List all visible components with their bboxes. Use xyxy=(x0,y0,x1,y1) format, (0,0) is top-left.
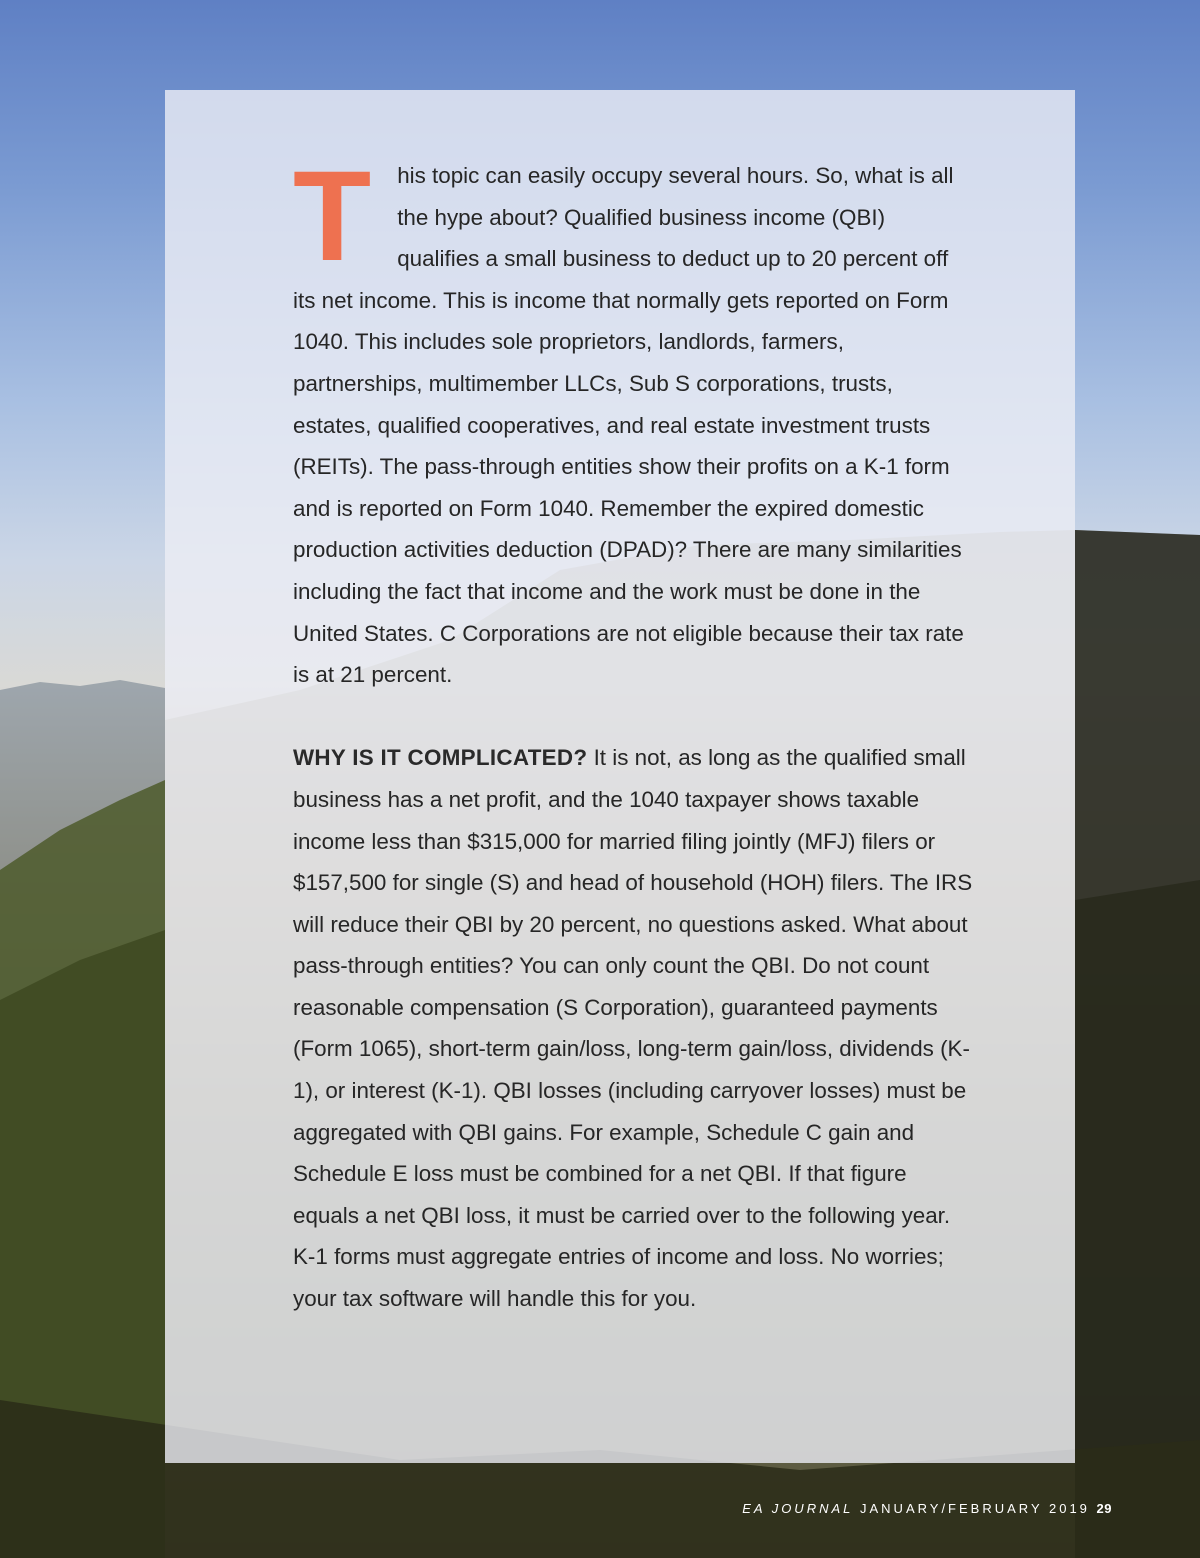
intro-paragraph-text: his topic can easily occupy several hours. So, what is all the hype about? Qualified business income (QBI) qualifies a small business to deduct up to 20 percent off its net income. This is income that normally gets reported on Form 1040. This includes sole proprietors, landlords, farmers, partnerships, multimember LLCs, Sub S corporations, trusts, estates, qualified cooperatives, and real estate investment trusts (REITs). The pass-through entities show their profits on a K-1 form and is reported on Form 1040. Remember the expired domestic production activities deduction (DPAD)? There are many similarities including the fact that income and the work must be done in the United States. C Corporations are not eligible because their tax rate is at 21 percent. xyxy=(293,163,964,688)
issue-date: JANUARY/FEBRUARY 2019 xyxy=(860,1501,1090,1516)
intro-paragraph xyxy=(293,145,973,696)
article-body xyxy=(293,145,973,1320)
journal-name: EA JOURNAL xyxy=(742,1501,854,1516)
complication-paragraph xyxy=(293,737,973,1319)
complication-paragraph-text: It is not, as long as the qualified small business has a net profit, and the 1040 taxpayer shows taxable income less than $315,000 for married filing jointly (MFJ) filers or $157,500 for single (S) and head of household (HOH) filers. The IRS will reduce their QBI by 20 percent, no questions asked. What about pass-through entities? You can only count the QBI. Do not count reasonable compensation (S Corporation), guaranteed payments (Form 1065), short-term gain/loss, long-term gain/loss, dividends (K-1), or interest (K-1). QBI losses (including carryover losses) must be aggregated with QBI gains. For example, Schedule C gain and Schedule E loss must be combined for a net QBI. If that figure equals a net QBI loss, it must be carried over to the following year. K-1 forms must aggregate entries of income and loss. No worries; your tax software will handle this for you. xyxy=(293,745,973,1312)
section-heading: WHY IS IT COMPLICATED? xyxy=(293,745,588,771)
page-number: 29 xyxy=(1096,1501,1112,1516)
page-footer xyxy=(700,1501,1112,1516)
drop-cap: T xyxy=(293,145,372,288)
